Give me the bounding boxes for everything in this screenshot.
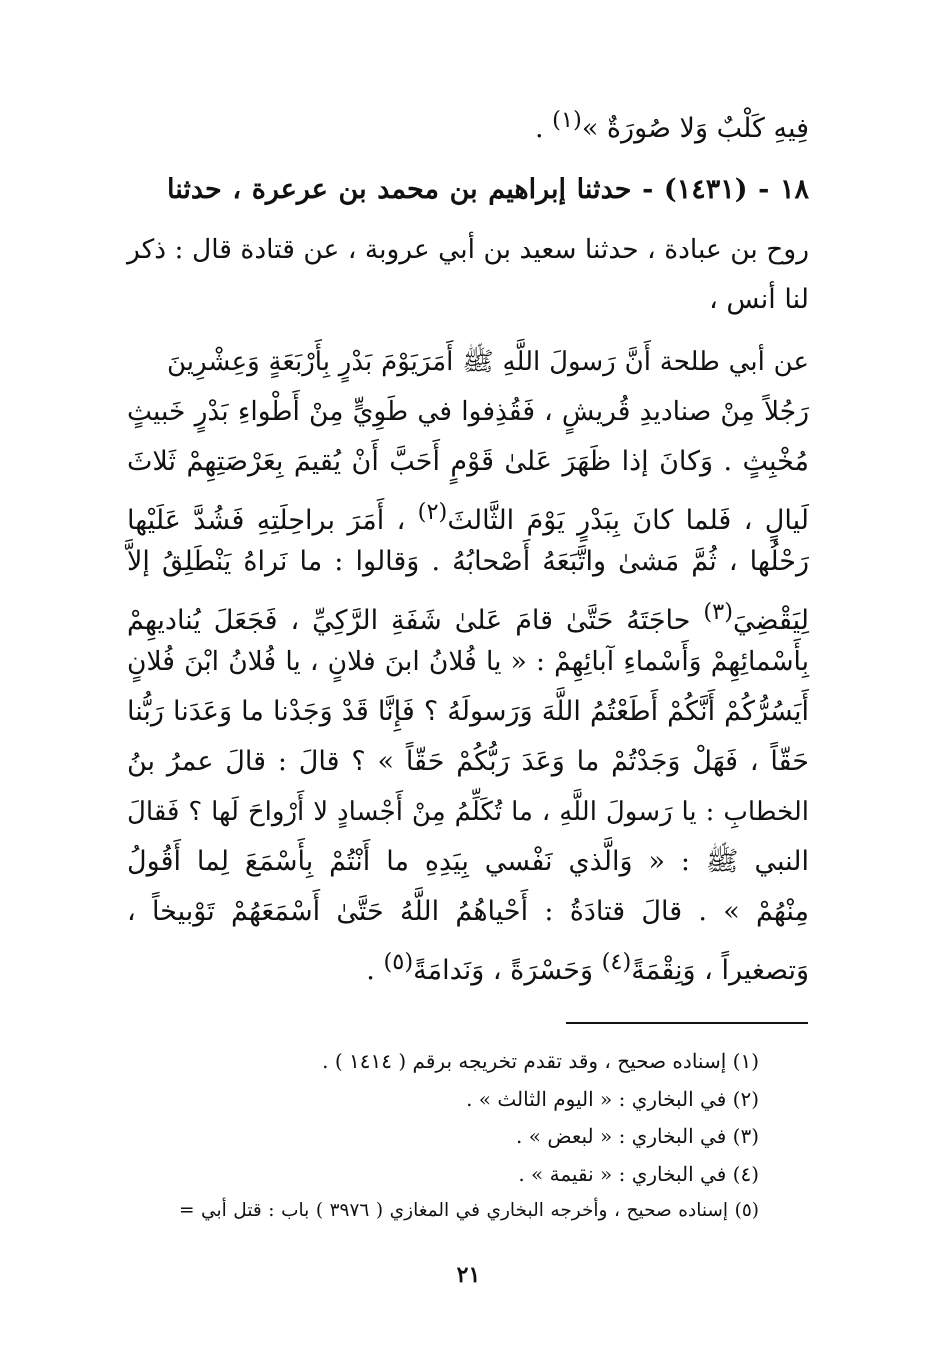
text-line-1: فِيهِ كَلْبٌ وَلا صُورَةٌ »$^{(١)}$ . [534,107,809,144]
footnote-4: (٤) في البخاري : « نقيمة » . [518,1162,759,1186]
isnad-line-3: لنا أنس ، [709,284,809,315]
footnote-5: (٥) إسناده صحيح ، وأخرجه البخاري في المغازي ( ٣٩٧٦ ) باب : قتل أبي = [179,1200,759,1221]
matn-line-12: مِنْهُمْ » . قالَ قتادَةُ : أَحْياهُمُ اللَّهُ حَتَّىٰ أَسْمَعَهُمْ تَوْبيخاً ، [127,896,809,927]
footnote-2: (٢) في البخاري : « اليوم الثالث » . [466,1087,759,1111]
matn-line-10: الخطابِ : يا رَسولَ اللَّهِ ، ما تُكَلِّمُ مِنْ أَجْسادٍ لا أَرْواحَ لَها ؟ فَقالَ [127,797,809,827]
isnad-line-2: روح بن عبادة ، حدثنا سعيد بن أبي عروبة ، عن قتادة قال : ذكر [127,234,809,265]
footnote-1: (١) إسناده صحيح ، وقد تقدم تخريجه برقم ( ١٤١٤ ) . [322,1049,759,1073]
matn-line-13: وَتصغيراً ، وَنِقْمَةً$^{(٤)}$ وَحَسْرَةً ، وَنَدامَةً$^{(٥)}$ . [366,949,809,986]
matn-line-3: مُخْبِثٍ . وَكانَ إذا ظَهَرَ عَلىٰ قَوْمٍ أَحَبَّ أَنْ يُقيمَ بِعَرْصَتِهِمْ ثَلاثَ [127,446,809,477]
matn-line-4: لَيالٍ ، فَلما كانَ بِبَدْرٍ يَوْمَ الثَّالثَ$^{(٢)}$ ، أَمَرَ براحِلَتِهِ فَشُدَّ عَلَيْها [127,499,810,536]
matn-line-2: رَجُلاً مِنْ صناديدِ قُريشٍ ، فَقُذِفوا في طَوِيٍّ مِنْ أَطْواءِ بَدْرٍ خَبيثٍ [127,396,809,427]
hadith-header-line: ١٨ - (١٤٣١) - حدثنا إبراهيم بن محمد بن عرعرة ، حدثنا [167,174,809,205]
matn-line-7: بِأَسْمائِهِمْ وَأَسْماءِ آبائِهِمْ : « يا فُلانُ ابنَ فلانٍ ، يا فُلانُ ابْنَ فُلانٍ [127,646,809,677]
footnote-3: (٣) في البخاري : « لبعض » . [516,1124,759,1148]
page-number: ٢١ [456,1262,481,1288]
matn-line-8: أَيَسُرُّكُمْ أَنَّكُمْ أَطَعْتُمُ اللَّهَ وَرَسولَهُ ؟ فَإِنَّا قَدْ وَجَدْنا ما وَعَدَنا رَبُّنا [127,696,809,727]
matn-line-11: النبي ﷺ : « وَالَّذي نَفْسي بِيَدِهِ ما أَنْتُمْ بِأَسْمَعَ لِما أَقُولُ [127,846,809,877]
matn-line-1: عن أبي طلحة أَنَّ رَسولَ اللَّهِ ﷺ أَمَرَيَوْمَ بَدْرٍ بِأَرْبَعَةٍ وَعِشْرِينَ [167,347,809,377]
matn-line-5: رَحْلُها ، ثُمَّ مَشىٰ واتَّبَعَهُ أَصْحابُهُ . وَقالوا : ما نَراهُ يَنْطَلِقُ إلاَّ [127,546,809,577]
matn-line-6: لِيَقْضِيَ$^{(٣)}$ حاجَتَهُ حَتَّىٰ قامَ عَلىٰ شَفَةِ الرَّكِيِّ ، فَجَعَلَ يُناديهِمْ [127,599,809,636]
footnote-separator [566,1022,808,1024]
matn-line-9: حَقّاً ، فَهَلْ وَجَدْتُمْ ما وَعَدَ رَبُّكُمْ حَقّاً » ؟ قالَ : قالَ عمرُ بنُ [127,746,809,777]
